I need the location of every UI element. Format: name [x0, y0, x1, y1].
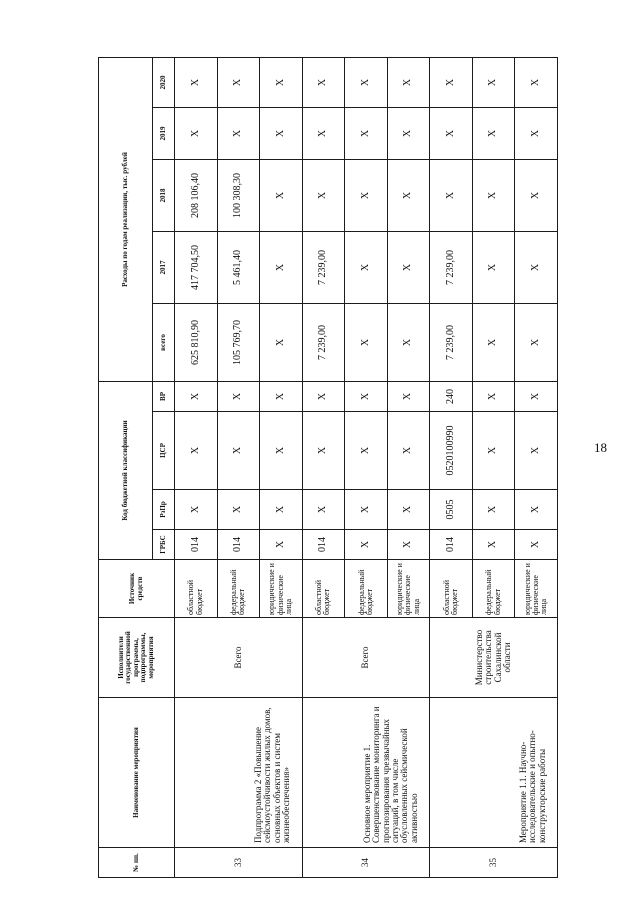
- funding-source: федеральный бюджет: [345, 560, 388, 618]
- cell-csr: X: [472, 412, 515, 490]
- cell-rzpr: X: [345, 490, 388, 530]
- cell-y2019: X: [472, 107, 515, 159]
- budget-table-sheet: [98, 58, 558, 878]
- cell-grbs: 014: [217, 530, 260, 560]
- cell-y2017: X: [515, 231, 558, 303]
- cell-csr: X: [515, 412, 558, 490]
- cell-csr: X: [302, 412, 345, 490]
- cell-vr: X: [260, 381, 303, 411]
- cell-y2020: X: [345, 57, 388, 107]
- header-2020: 2020: [153, 57, 175, 107]
- cell-y2018: 208 106,40: [175, 159, 218, 231]
- cell-y2018: X: [302, 159, 345, 231]
- cell-csr: X: [217, 412, 260, 490]
- cell-y2017: 5 461,40: [217, 231, 260, 303]
- funding-source: областной бюджет: [430, 560, 473, 618]
- header-total: всего: [153, 303, 175, 381]
- cell-grbs: 014: [175, 530, 218, 560]
- measure-name: Мероприятие 1.1. Научно-исследовательские и опытно-конструкторские работы: [430, 698, 558, 848]
- header-costs-group: Расходы по годам реализации, тыс. рублей: [99, 57, 153, 381]
- budget-table: [98, 57, 558, 878]
- header-name: Наименование мероприятия: [99, 698, 175, 848]
- header-vr: ВР: [153, 381, 175, 411]
- cell-rzpr: X: [515, 490, 558, 530]
- cell-rzpr: X: [387, 490, 430, 530]
- cell-vr: X: [175, 381, 218, 411]
- header-2019: 2019: [153, 107, 175, 159]
- cell-y2018: X: [430, 159, 473, 231]
- header-2017: 2017: [153, 231, 175, 303]
- cell-y2017: X: [260, 231, 303, 303]
- cell-total: 7 239,00: [430, 303, 473, 381]
- row-number: 35: [430, 848, 558, 878]
- cell-y2020: X: [472, 57, 515, 107]
- cell-total: X: [260, 303, 303, 381]
- cell-total: X: [387, 303, 430, 381]
- funding-source: юридические и физические лица: [387, 560, 430, 618]
- cell-vr: X: [345, 381, 388, 411]
- executor: Министерство строительства Сахалинской области: [430, 618, 558, 698]
- cell-y2018: X: [260, 159, 303, 231]
- cell-y2020: X: [302, 57, 345, 107]
- cell-y2019: X: [217, 107, 260, 159]
- cell-y2020: X: [387, 57, 430, 107]
- executor: Всего: [175, 618, 303, 698]
- cell-vr: X: [515, 381, 558, 411]
- cell-y2017: 7 239,00: [430, 231, 473, 303]
- cell-total: X: [345, 303, 388, 381]
- cell-rzpr: X: [175, 490, 218, 530]
- header-2018: 2018: [153, 159, 175, 231]
- cell-vr: X: [217, 381, 260, 411]
- cell-csr: X: [345, 412, 388, 490]
- cell-y2018: X: [515, 159, 558, 231]
- funding-source: областной бюджет: [175, 560, 218, 618]
- row-number: 34: [302, 848, 430, 878]
- header-grbs: ГРБС: [153, 530, 175, 560]
- funding-source: федеральный бюджет: [472, 560, 515, 618]
- cell-y2018: X: [472, 159, 515, 231]
- cell-y2019: X: [345, 107, 388, 159]
- cell-y2018: X: [387, 159, 430, 231]
- funding-source: федеральный бюджет: [217, 560, 260, 618]
- cell-total: 105 769,70: [217, 303, 260, 381]
- measure-name: Основное мероприятие 1. Совершенствование мониторинга и прогнозирования чрезвычайных ситуаций, в том числе обусловленных сейсмической активностью: [302, 698, 430, 848]
- cell-y2019: X: [260, 107, 303, 159]
- table-body: [175, 57, 558, 877]
- cell-y2018: 100 308,30: [217, 159, 260, 231]
- row-number: 33: [175, 848, 303, 878]
- cell-y2020: X: [260, 57, 303, 107]
- cell-y2019: X: [387, 107, 430, 159]
- header-no: № пп.: [99, 848, 175, 878]
- cell-y2019: X: [302, 107, 345, 159]
- header-executor: Исполнители государственной программы, подпрограммы, мероприятия: [99, 618, 175, 698]
- cell-rzpr: X: [302, 490, 345, 530]
- cell-rzpr: X: [260, 490, 303, 530]
- cell-csr: X: [175, 412, 218, 490]
- table-row: [175, 57, 218, 877]
- table-row: [302, 57, 345, 877]
- cell-total: X: [472, 303, 515, 381]
- cell-rzpr: 0505: [430, 490, 473, 530]
- executor: Всего: [302, 618, 430, 698]
- header-rzpr: РзПр: [153, 490, 175, 530]
- cell-vr: X: [387, 381, 430, 411]
- cell-grbs: X: [260, 530, 303, 560]
- funding-source: юридические и физические лица: [515, 560, 558, 618]
- cell-total: 625 810,90: [175, 303, 218, 381]
- cell-grbs: X: [387, 530, 430, 560]
- cell-y2019: X: [430, 107, 473, 159]
- cell-y2019: X: [515, 107, 558, 159]
- table-row: [430, 57, 473, 877]
- cell-csr: X: [260, 412, 303, 490]
- cell-y2017: X: [345, 231, 388, 303]
- cell-y2020: X: [175, 57, 218, 107]
- cell-csr: 0520100990: [430, 412, 473, 490]
- header-code-group: Код бюджетной классификации: [99, 381, 153, 559]
- cell-y2017: 7 239,00: [302, 231, 345, 303]
- funding-source: областной бюджет: [302, 560, 345, 618]
- header-csr: ЦСР: [153, 412, 175, 490]
- cell-grbs: X: [515, 530, 558, 560]
- cell-total: X: [515, 303, 558, 381]
- header-source: Источник средств: [99, 560, 175, 618]
- cell-y2019: X: [175, 107, 218, 159]
- cell-grbs: X: [345, 530, 388, 560]
- cell-grbs: 014: [430, 530, 473, 560]
- cell-y2018: X: [345, 159, 388, 231]
- cell-y2017: X: [472, 231, 515, 303]
- cell-y2020: X: [217, 57, 260, 107]
- page-number: 18: [594, 440, 607, 455]
- cell-grbs: 014: [302, 530, 345, 560]
- cell-y2020: X: [430, 57, 473, 107]
- cell-y2017: X: [387, 231, 430, 303]
- cell-rzpr: X: [217, 490, 260, 530]
- cell-grbs: X: [472, 530, 515, 560]
- measure-name: Подпрограмма 2 «Повышение сейсмоустойчивости жилых домов, основных объектов и систем жизнеобеспечения»: [175, 698, 303, 848]
- cell-vr: 240: [430, 381, 473, 411]
- cell-y2017: 417 704,50: [175, 231, 218, 303]
- cell-vr: X: [472, 381, 515, 411]
- funding-source: юридические и физические лица: [260, 560, 303, 618]
- cell-rzpr: X: [472, 490, 515, 530]
- cell-csr: X: [387, 412, 430, 490]
- cell-y2020: X: [515, 57, 558, 107]
- cell-total: 7 239,00: [302, 303, 345, 381]
- cell-vr: X: [302, 381, 345, 411]
